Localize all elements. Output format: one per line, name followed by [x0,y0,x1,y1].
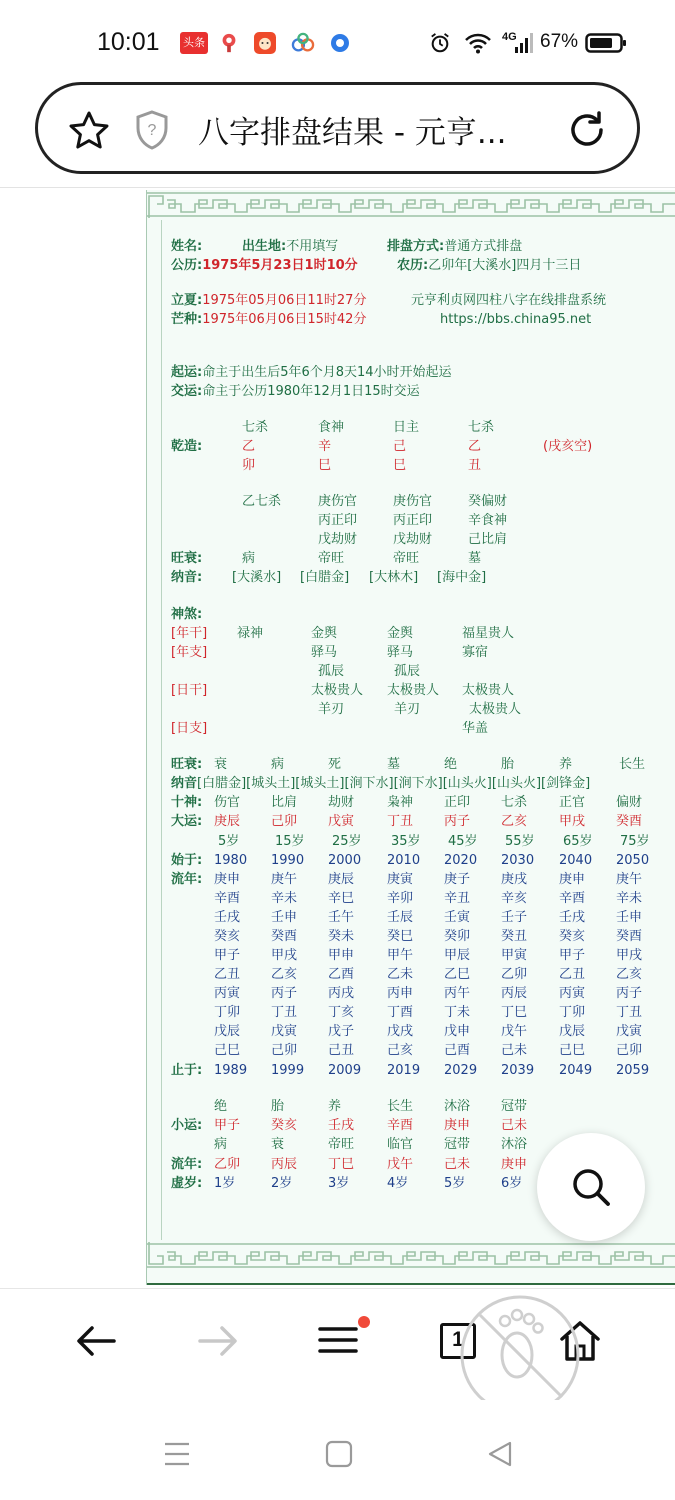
liunian-year: 丁巳 [501,1005,528,1020]
xiaoyun-pillar: 辛酉 [387,1118,414,1133]
liunian-year: 丁亥 [328,1005,355,1020]
pillar-hidden-stem: 辛食神 [468,513,508,528]
liunian-year: 甲申 [328,948,355,963]
dayun-shishen: 正官 [559,795,586,810]
shensha-row-label: [年支] [171,645,208,660]
xiaoyun-pillar: 壬戌 [328,1118,355,1133]
shensha-item: 羊刃 [394,702,421,717]
start-label: 始于: [171,853,203,868]
location-pin-icon [218,32,240,54]
dayun-start-year: 1980 [214,853,248,868]
dayun-shishen: 偏财 [616,795,643,810]
liunian-year: 辛酉 [559,891,586,906]
lixia-term: 立夏:1975年05月06日11时27分 [171,293,367,308]
xiaoyun-liunian: 丁巳 [328,1157,355,1172]
dayun-pillar: 丙子 [444,814,471,829]
liunian-year: 戊寅 [616,1024,643,1039]
dayun-end-year: 2019 [387,1063,421,1078]
pillar-shishen: 七杀 [468,420,495,435]
pillar-nayin: [白腊金] [300,570,350,585]
status-time: 10:01 [97,28,160,56]
liunian-year: 己未 [501,1043,528,1058]
liunian-year: 壬戌 [214,910,241,925]
liunian-year: 癸酉 [616,929,643,944]
pillar-branch: 丑 [468,458,482,473]
dayun-age: 15岁 [275,834,305,849]
xiaoyun-xusui: 2岁 [271,1176,293,1191]
dayun-nayin-line: 纳音[白腊金][城头土][城头土][涧下水][涧下水][山头火][山头火][剑锋金] [171,776,591,791]
liunian-year: 甲子 [559,948,586,963]
liunian-year: 己卯 [271,1043,298,1058]
liunian-year: 戊子 [328,1024,355,1039]
dayun-age: 25岁 [332,834,362,849]
liunian-year: 甲午 [387,948,414,963]
lunar-date: 农历:乙卯年[大溪水]四月十三日 [397,258,582,273]
liunian-year: 辛未 [616,891,643,906]
xiaoyun-wangshuai-bottom: 沐浴 [501,1137,528,1152]
pillar-wangshuai: 墓 [468,551,482,566]
pillar-shishen: 食神 [318,420,345,435]
xiaoyun-xusui: 1岁 [214,1176,236,1191]
wifi-icon [464,32,492,54]
shensha-item: 福星贵人 [462,626,515,641]
liunian-year: 丙子 [616,986,643,1001]
liunian-year: 戊午 [501,1024,528,1039]
dayun-wangshuai: 养 [559,757,573,772]
xiaoyun-xusui: 4岁 [387,1176,409,1191]
system-navigation-bar [0,1400,675,1500]
info-row-1: 姓名: [171,239,203,254]
liunian-year: 癸卯 [444,929,471,944]
liunian-year: 辛未 [271,891,298,906]
liunian-year: 丁酉 [387,1005,414,1020]
dayun-pillar: 庚辰 [214,814,241,829]
pillar-shishen: 七杀 [242,420,269,435]
liunian-year: 戊辰 [559,1024,586,1039]
dayun-label: 大运: [171,814,203,829]
shensha-item: 孤辰 [318,664,345,679]
liunian-year: 丙寅 [559,986,586,1001]
xiaoyun-xusui: 5岁 [444,1176,466,1191]
dayun-wangshuai: 长生 [619,757,646,772]
bazi-chart [146,190,675,1285]
shensha-item: 羊刃 [318,702,345,717]
liunian-year: 壬辰 [387,910,414,925]
liunian-year: 壬寅 [444,910,471,925]
dayun-wangshuai: 墓 [387,757,401,772]
xiaoyun-pillar: 庚申 [444,1118,471,1133]
pillar-stem: 乙 [468,439,482,454]
liunian-year: 庚寅 [387,872,414,887]
solar-date: 公历:1975年5月23日1时10分 [171,258,358,273]
shensha-item: 太极贵人 [462,683,515,698]
xiaoyun-wangshuai-top: 冠带 [501,1099,528,1114]
system-home-icon[interactable] [325,1440,353,1468]
pillar-nayin: [大林木] [369,570,419,585]
liunian-year: 庚午 [616,872,643,887]
status-bar [0,0,675,80]
liunian-year: 戊戌 [387,1024,414,1039]
dayun-end-year: 2049 [559,1063,593,1078]
dayun-shishen: 枭神 [387,795,414,810]
alarm-icon [428,32,452,54]
dayun-start-year: 1990 [271,853,305,868]
pillar-stem: 辛 [318,439,332,454]
liunian-year: 辛巳 [328,891,355,906]
liunian-label: 流年: [171,872,203,887]
liunian-year: 癸未 [328,929,355,944]
pillar-hidden-stem: 乙七杀 [242,494,282,509]
liunian-year: 己巳 [559,1043,586,1058]
liunian-year: 戊辰 [214,1024,241,1039]
dayun-age: 75岁 [620,834,650,849]
xiaoyun-wangshuai-top: 养 [328,1099,342,1114]
dayun-shishen: 正印 [444,795,471,810]
dayun-wangshuai: 死 [328,757,342,772]
nayin-label: 纳音: [171,570,203,585]
star-icon[interactable] [68,110,110,150]
liunian-year: 己丑 [328,1043,355,1058]
dayun-shishen: 劫财 [328,795,355,810]
liunian-year: 辛丑 [444,891,471,906]
liunian-year: 乙丑 [214,967,241,982]
liunian-year: 己亥 [387,1043,414,1058]
liunian-year: 己巳 [214,1043,241,1058]
shensha-item: 驿马 [311,645,338,660]
liunian-year: 丙寅 [214,986,241,1001]
xiaoyun-wangshuai-bottom: 病 [214,1137,228,1152]
qiyun: 起运:命主于出生后5年6个月8天14小时开始起运 [171,365,452,380]
recent-apps-icon[interactable] [163,1440,191,1468]
liunian-year: 己酉 [444,1043,471,1058]
address-bar[interactable] [35,82,640,174]
liunian-year: 戊寅 [271,1024,298,1039]
liunian-year: 乙亥 [616,967,643,982]
no-trace-mode-icon [455,1293,585,1405]
forward-arrow-icon[interactable] [196,1323,240,1359]
liunian-year: 乙巳 [444,967,471,982]
shensha-item: 孤辰 [394,664,421,679]
liunian-year: 乙未 [387,967,414,982]
shensha-item: 金舆 [387,626,414,641]
liunian-year: 丁未 [444,1005,471,1020]
liunian-year: 乙丑 [559,967,586,982]
liunian-year: 庚午 [271,872,298,887]
liunian-year: 丙申 [387,986,414,1001]
shensha-item: 禄神 [237,626,264,641]
dayun-pillar: 丁丑 [387,814,414,829]
dayun-wangshuai: 胎 [501,757,515,772]
pillar-wangshuai: 病 [242,551,256,566]
shensha-item: 太极贵人 [311,683,364,698]
battery-icon [585,32,627,54]
xiaoyun-liunian: 丙辰 [271,1157,298,1172]
svg-text:?: ? [147,122,157,139]
liunian-year: 壬午 [328,910,355,925]
page-title[interactable]: 八字排盘结果 - 元亨... [198,115,507,151]
dayun-start-year: 2000 [328,853,362,868]
dayun-wangshuai: 衰 [214,757,228,772]
pillar-nayin: [大溪水] [232,570,282,585]
reload-icon[interactable] [566,109,608,151]
dayun-wangshuai: 病 [271,757,285,772]
shensha-row-label: [年干] [171,626,208,641]
dayun-end-year: 2029 [444,1063,478,1078]
toolbar-divider [0,187,675,188]
pillar-stem: 己 [393,439,407,454]
liunian2-label: 流年: [171,1157,203,1172]
kongwang: (戌亥空) [543,439,593,454]
dayun-pillar: 甲戌 [559,814,586,829]
liunian-year: 癸亥 [559,929,586,944]
xiaoyun-liunian: 戊午 [387,1157,414,1172]
liunian-year: 丁卯 [214,1005,241,1020]
network-4g-label: 4G [502,31,517,43]
system-back-icon[interactable] [486,1440,514,1468]
dayun-shishen: 比肩 [271,795,298,810]
mangzhong-term: 芒种:1975年06月06日15时42分 [171,312,367,327]
xiaoyun-label: 小运: [171,1118,203,1133]
birthplace: 出生地:不用填写 [242,239,339,254]
liunian-year: 丙戌 [328,986,355,1001]
dayun-age: 55岁 [505,834,535,849]
dayun-start-year: 2030 [501,853,535,868]
xiaoyun-wangshuai-top: 绝 [214,1099,228,1114]
end-label: 止于: [171,1063,203,1078]
dayun-pillar: 戊寅 [328,814,355,829]
toutiao-app-icon: 头条 [180,32,208,54]
shensha-row-label: [日干] [171,683,208,698]
xiaoyun-xusui: 6岁 [501,1176,523,1191]
frame-bottom-line [147,1283,675,1285]
cloud-app-icon [290,32,316,54]
liunian-year: 癸酉 [271,929,298,944]
pillar-branch: 卯 [242,458,256,473]
xiaoyun-liunian: 乙卯 [214,1157,241,1172]
liunian-year: 甲戌 [616,948,643,963]
shensha-row-label: [日支] [171,721,208,736]
red-app-icon [252,32,278,54]
pillar-wangshuai: 帝旺 [393,551,420,566]
battery-percent: 67% [540,31,579,52]
site-name: 元亨利贞网四柱八字在线排盘系统 [411,293,607,308]
liunian-year: 辛亥 [501,891,528,906]
dayun-age: 65岁 [563,834,593,849]
blue-dot-app-icon [329,32,351,54]
shensha-item: 太极贵人 [387,683,440,698]
site-url[interactable]: https://bbs.china95.net [440,312,592,327]
pillar-hidden-stem: 戊劫财 [318,532,358,547]
pillar-wangshuai: 帝旺 [318,551,345,566]
method: 排盘方式:普通方式排盘 [387,239,523,254]
liunian-year: 甲寅 [501,948,528,963]
xiaoyun-xusui: 3岁 [328,1176,350,1191]
xiaoyun-pillar: 甲子 [214,1118,241,1133]
liunian-year: 丁丑 [616,1005,643,1020]
xusui-label: 虚岁: [171,1176,203,1191]
liunian-year: 丁卯 [559,1005,586,1020]
liunian-year: 丁丑 [271,1005,298,1020]
pillar-hidden-stem: 己比肩 [468,532,508,547]
liunian-year: 甲子 [214,948,241,963]
dayun-shishen: 伤官 [214,795,241,810]
xiaoyun-liunian: 己未 [444,1157,471,1172]
dayun-pillar: 乙亥 [501,814,528,829]
liunian-year: 庚申 [214,872,241,887]
liunian-year: 乙亥 [271,967,298,982]
dayun-age: 35岁 [391,834,421,849]
dayun-age: 45岁 [448,834,478,849]
shensha-item: 太极贵人 [469,702,522,717]
liunian-year: 庚申 [559,872,586,887]
dayun-end-year: 2039 [501,1063,535,1078]
pillar-stem: 乙 [242,439,256,454]
search-icon [570,1166,612,1208]
dayun-shishen: 七杀 [501,795,528,810]
liunian-year: 戊申 [444,1024,471,1039]
pillar-hidden-stem: 丙正印 [393,513,433,528]
pillar-shishen: 日主 [393,420,420,435]
liunian-year: 庚辰 [328,872,355,887]
pillar-hidden-stem: 庚伤官 [393,494,433,509]
back-arrow-icon[interactable] [74,1323,118,1359]
pillar-hidden-stem: 丙正印 [318,513,358,528]
shensha-item: 华盖 [462,721,489,736]
dayun-pillar: 己卯 [271,814,298,829]
xiaoyun-wangshuai-bottom: 帝旺 [328,1137,355,1152]
dayun-end-year: 1999 [271,1063,305,1078]
top-lattice-border [147,190,675,220]
xiaoyun-liunian: 庚申 [501,1157,528,1172]
liunian-year: 壬子 [501,910,528,925]
xiaoyun-wangshuai-bottom: 衰 [271,1137,285,1152]
dayun-age: 5岁 [218,834,240,849]
dayun-start-year: 2050 [616,853,650,868]
liunian-year: 丙辰 [501,986,528,1001]
liunian-year: 辛酉 [214,891,241,906]
xiaoyun-wangshuai-bottom: 冠带 [444,1137,471,1152]
pillar-branch: 巳 [318,458,332,473]
liunian-year: 乙酉 [328,967,355,982]
dayun-end-year: 2009 [328,1063,362,1078]
liunian-year: 丙午 [444,986,471,1001]
dayun-wangshuai: 绝 [444,757,458,772]
security-shield-icon[interactable] [134,109,170,151]
dayun-end-year: 1989 [214,1063,248,1078]
pillar-branch: 巳 [393,458,407,473]
liunian-year: 壬申 [271,910,298,925]
pillar-hidden-stem: 癸偏财 [468,494,508,509]
browser-bottom-nav [0,1288,675,1400]
liunian-year: 辛卯 [387,891,414,906]
dayun-start-year: 2040 [559,853,593,868]
liunian-year: 庚子 [444,872,471,887]
xiaoyun-wangshuai-top: 长生 [387,1099,414,1114]
liunian-year: 己卯 [616,1043,643,1058]
liunian-year: 壬戌 [559,910,586,925]
xiaoyun-pillar: 癸亥 [271,1118,298,1133]
liunian-year: 乙卯 [501,967,528,982]
dayun-wangshuai-label: 旺衰: [171,757,203,772]
dayun-pillar: 癸酉 [616,814,643,829]
liunian-year: 庚戌 [501,872,528,887]
xiaoyun-wangshuai-top: 胎 [271,1099,285,1114]
liunian-year: 癸丑 [501,929,528,944]
shensha-item: 金舆 [311,626,338,641]
wangshuai-label: 旺衰: [171,551,203,566]
liunian-year: 甲戌 [271,948,298,963]
shishen-label: 十神: [171,795,203,810]
liunian-year: 甲辰 [444,948,471,963]
shensha-label: 神煞: [171,607,203,622]
xiaoyun-pillar: 己未 [501,1118,528,1133]
dayun-end-year: 2059 [616,1063,650,1078]
xiaoyun-wangshuai-top: 沐浴 [444,1099,471,1114]
shensha-item: 驿马 [387,645,414,660]
xiaoyun-wangshuai-bottom: 临官 [387,1137,414,1152]
pillar-nayin: [海中金] [437,570,487,585]
floating-search-button[interactable] [537,1133,645,1241]
jiaoyun: 交运:命主于公历1980年12月1日15时交运 [171,384,420,399]
liunian-year: 癸亥 [214,929,241,944]
bottom-lattice-border [147,1240,675,1270]
signal-icon [514,32,534,54]
menu-icon[interactable] [316,1315,372,1359]
dayun-start-year: 2020 [444,853,478,868]
dayun-start-year: 2010 [387,853,421,868]
liunian-year: 癸巳 [387,929,414,944]
qianzao-label: 乾造: [171,439,203,454]
liunian-year: 丙子 [271,986,298,1001]
shensha-item: 寡宿 [462,645,489,660]
pillar-hidden-stem: 庚伤官 [318,494,358,509]
pillar-hidden-stem: 戊劫财 [393,532,433,547]
tab-count: 1 [452,1328,464,1351]
liunian-year: 壬申 [616,910,643,925]
